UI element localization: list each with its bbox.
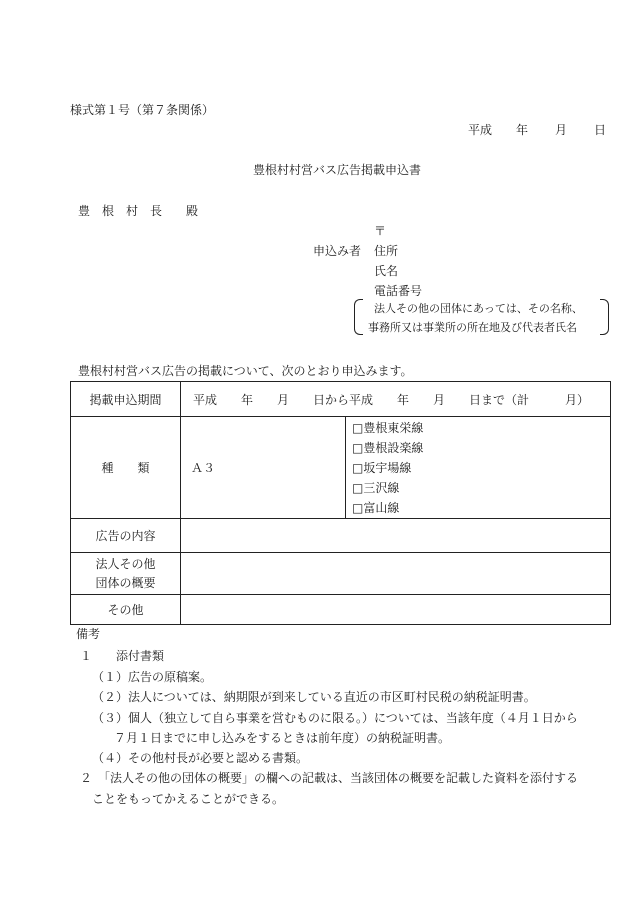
route-options	[346, 417, 611, 519]
note-item-1-4: （４）その他村長が必要と認める書類。	[92, 751, 309, 765]
note-item-2b: ことをもってかえることができる。	[92, 792, 285, 806]
corporate-note-line2: 事務所又は事業所の所在地及び代表者氏名	[368, 321, 577, 334]
application-table	[70, 381, 611, 625]
note-item-2a: ２ 「法人その他の団体の概要」の欄への記載は、当該団体の概要を記載した資料を添付する	[80, 771, 579, 785]
other-field[interactable]	[181, 595, 611, 625]
address-label: 住所	[374, 244, 399, 258]
form-number: 様式第１号（第７条関係）	[70, 103, 215, 117]
content-label: 広告の内容	[71, 519, 181, 553]
addressee: 豊 根 村 長 殿	[78, 204, 199, 218]
org-field[interactable]	[181, 553, 611, 595]
date-day: 日	[594, 123, 607, 137]
note-item-1: １ 添付書類	[80, 649, 165, 663]
document-title: 豊根村村営バス広告掲載申込書	[253, 163, 422, 177]
org-label-line1: 法人その他	[95, 556, 156, 571]
other-row	[71, 595, 611, 625]
applicant-role: 申込み者	[313, 244, 362, 258]
type-label: 種 類	[71, 417, 181, 519]
date-era: 平成	[468, 123, 493, 137]
notes-heading: 備考	[76, 627, 101, 641]
org-label	[71, 553, 181, 595]
route-option-misawa[interactable]: □三沢線	[352, 481, 400, 495]
date-year: 年	[516, 123, 529, 137]
name-label: 氏名	[374, 264, 399, 278]
period-label: 掲載申込期間	[71, 382, 181, 417]
period-row	[71, 382, 611, 417]
phone-label: 電話番号	[374, 284, 423, 298]
route-option-toyone-toei[interactable]: □豊根東栄線	[352, 421, 424, 435]
intro-text: 豊根村村営バス広告の掲載について、次のとおり申込みます。	[78, 364, 413, 378]
note-bracket-right	[600, 299, 609, 335]
note-item-1-1: （１）広告の原稿案。	[92, 670, 213, 684]
note-item-1-3b: ７月１日までに申し込みをするときは前年度）の納税証明書。	[114, 731, 451, 745]
postal-mark: 〒	[374, 224, 387, 238]
corporate-note-line1: 法人その他の団体にあっては、その名称、	[374, 302, 583, 315]
period-field[interactable]: 平成 年 月 日から平成 年 月 日まで（計 月）	[181, 382, 611, 417]
org-label-line2: 団体の概要	[95, 575, 156, 590]
content-row	[71, 519, 611, 553]
note-bracket-left	[354, 299, 363, 335]
org-row	[71, 553, 611, 595]
other-label: その他	[71, 595, 181, 625]
note-item-1-3a: （３）個人（独立して自ら事業を営むものに限る。）については、当該年度（４月１日から	[92, 711, 578, 725]
route-option-sakauba[interactable]: □坂宇場線	[352, 461, 412, 475]
size-field: Ａ３	[181, 417, 346, 519]
route-option-toyone-shitara[interactable]: □豊根設楽線	[352, 441, 424, 455]
note-item-1-2: （２）法人については、納期限が到来している直近の市区町村民税の納税証明書。	[92, 690, 536, 704]
content-field[interactable]	[181, 519, 611, 553]
date-month: 月	[555, 123, 568, 137]
type-row	[71, 417, 611, 519]
route-option-tomiyama[interactable]: □富山線	[352, 501, 400, 515]
